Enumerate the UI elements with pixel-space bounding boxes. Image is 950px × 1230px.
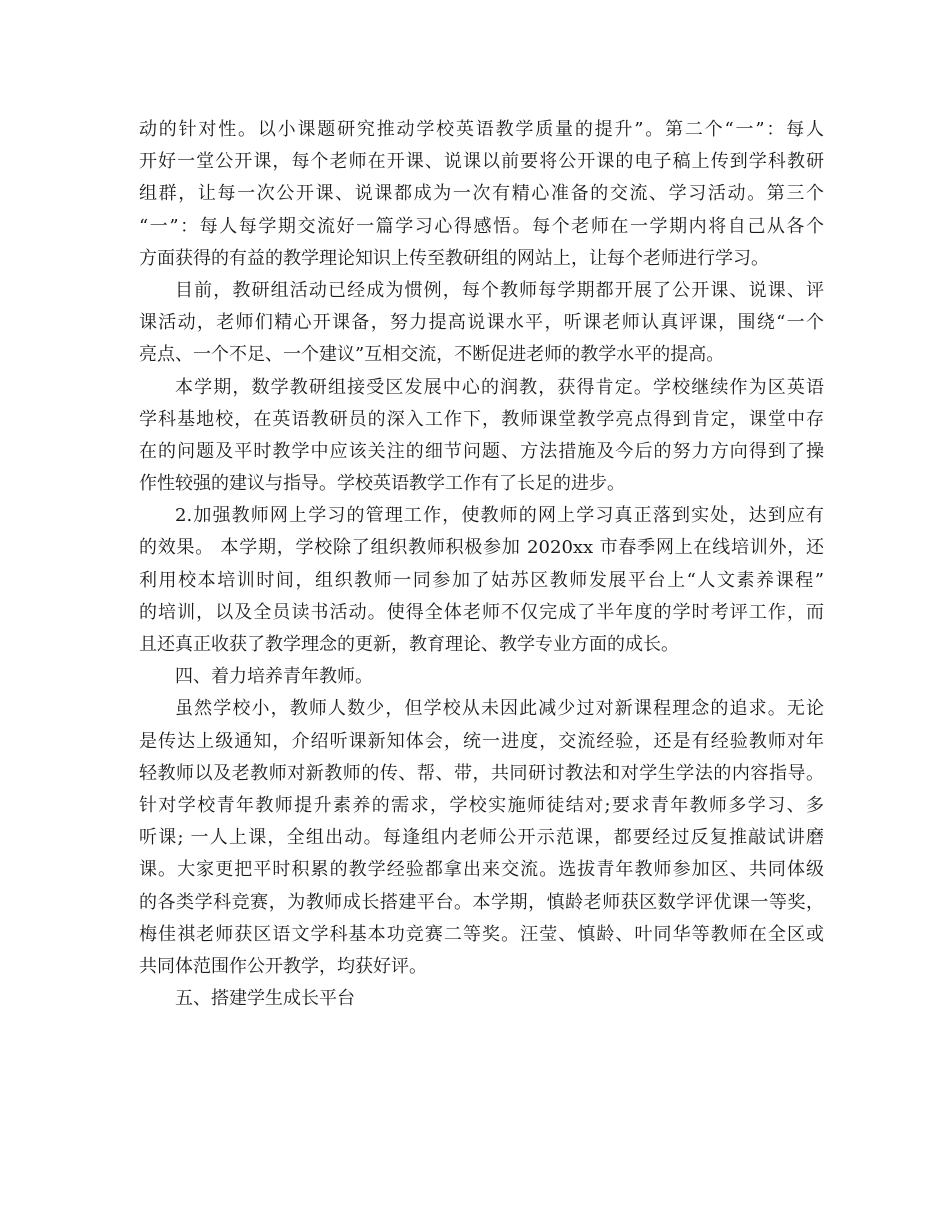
text-line: 梅佳祺老师获区语文学科基本功竞赛二等奖。汪莹、慎龄、叶同华等教师在全区或 [139,923,824,945]
text-line: 的各类学科竞赛，为教师成长搭建平台。本学期，慎龄老师获区数学评优课一等奖， [139,891,824,913]
text-line: 是传达上级通知，介绍听课新知体会，统一进度，交流经验，还是有经验教师对年 [139,730,824,752]
text-line: 的效果。 本学期，学校除了组织教师积极参加 2020xx 市春季网上在线培训外，还 [139,537,824,559]
text-line: 且还真正收获了教学理念的更新，教育理论、教学专业方面的成长。 [139,634,679,655]
text-line: 共同体范围作公开教学，均获好评。 [139,955,427,977]
text-line: 动的针对性。以小课题研究推动学校英语教学质量的提升”。第二个“一”：每人 [139,119,824,140]
text-line: 学科基地校，在英语教研员的深入工作下，教师课堂教学亮点得到肯定，课堂中存 [139,408,824,430]
text-line: 作性较强的建议与指导。学校英语教学工作有了长足的进步。 [139,473,625,495]
paragraph-start-line: 2.加强教师网上学习的管理工作，使教师的网上学习真正落到实处，达到应有 [175,505,824,527]
text-line: 亮点、一个不足、一个建议”互相交流，不断促进老师的教学水平的提高。 [139,344,725,366]
paragraph-start-line: 本学期，数学教研组接受区发展中心的润教，获得肯定。学校继续作为区英语 [175,376,824,398]
text-line: 在的问题及平时教学中应该关注的细节问题、方法措施及今后的努力方向得到了操 [139,440,824,462]
text-line: 轻教师以及老教师对新教师的传、帮、带，共同研讨教法和对学生学法的内容指导。 [139,762,824,784]
section-heading: 四、着力培养青年教师。 [175,666,373,688]
document-body [139,114,824,1015]
text-line: 课活动，老师们精心开课备，努力提高说课水平，听课老师认真评课，围绕“一个 [139,312,824,334]
text-line: 利用校本培训时间，组织教师一同参加了姑苏区教师发展平台上“人文素养课程” [139,569,824,591]
paragraph-start-line: 目前，教研组活动已经成为惯例，每个教师每学期都开展了公开课、说课、评 [175,279,824,301]
paragraph-start-line: 虽然学校小，教师人数少，但学校从未因此减少过对新课程理念的追求。无论 [175,698,824,720]
text-line: “一”：每人每学期交流好一篇学习心得感悟。每个老师在一学期内将自己从各个 [139,215,824,237]
text-line: 针对学校青年教师提升素养的需求，学校实施师徒结对;要求青年教师多学习、多 [139,794,824,816]
text-line: 的培训，以及全员读书活动。使得全体老师不仅完成了半年度的学时考评工作，而 [139,601,824,623]
text-line: 开好一堂公开课，每个老师在开课、说课以前要将公开课的电子稿上传到学科教研 [139,151,824,173]
section-heading: 五、搭建学生成长平台 [175,988,355,1010]
text-line: 方面获得的有益的教学理论知识上传至教研组的网站上，让每个老师进行学习。 [139,247,769,269]
text-line: 课。大家更把平时积累的教学经验都拿出来交流。选拔青年教师参加区、共同体级 [139,859,824,881]
text-line: 组群，让每一次公开课、说课都成为一次有精心准备的交流、学习活动。第三个 [139,183,824,205]
text-line: 听课; 一人上课，全组出动。每逢组内老师公开示范课，都要经过反复推敲试讲磨 [139,827,824,849]
